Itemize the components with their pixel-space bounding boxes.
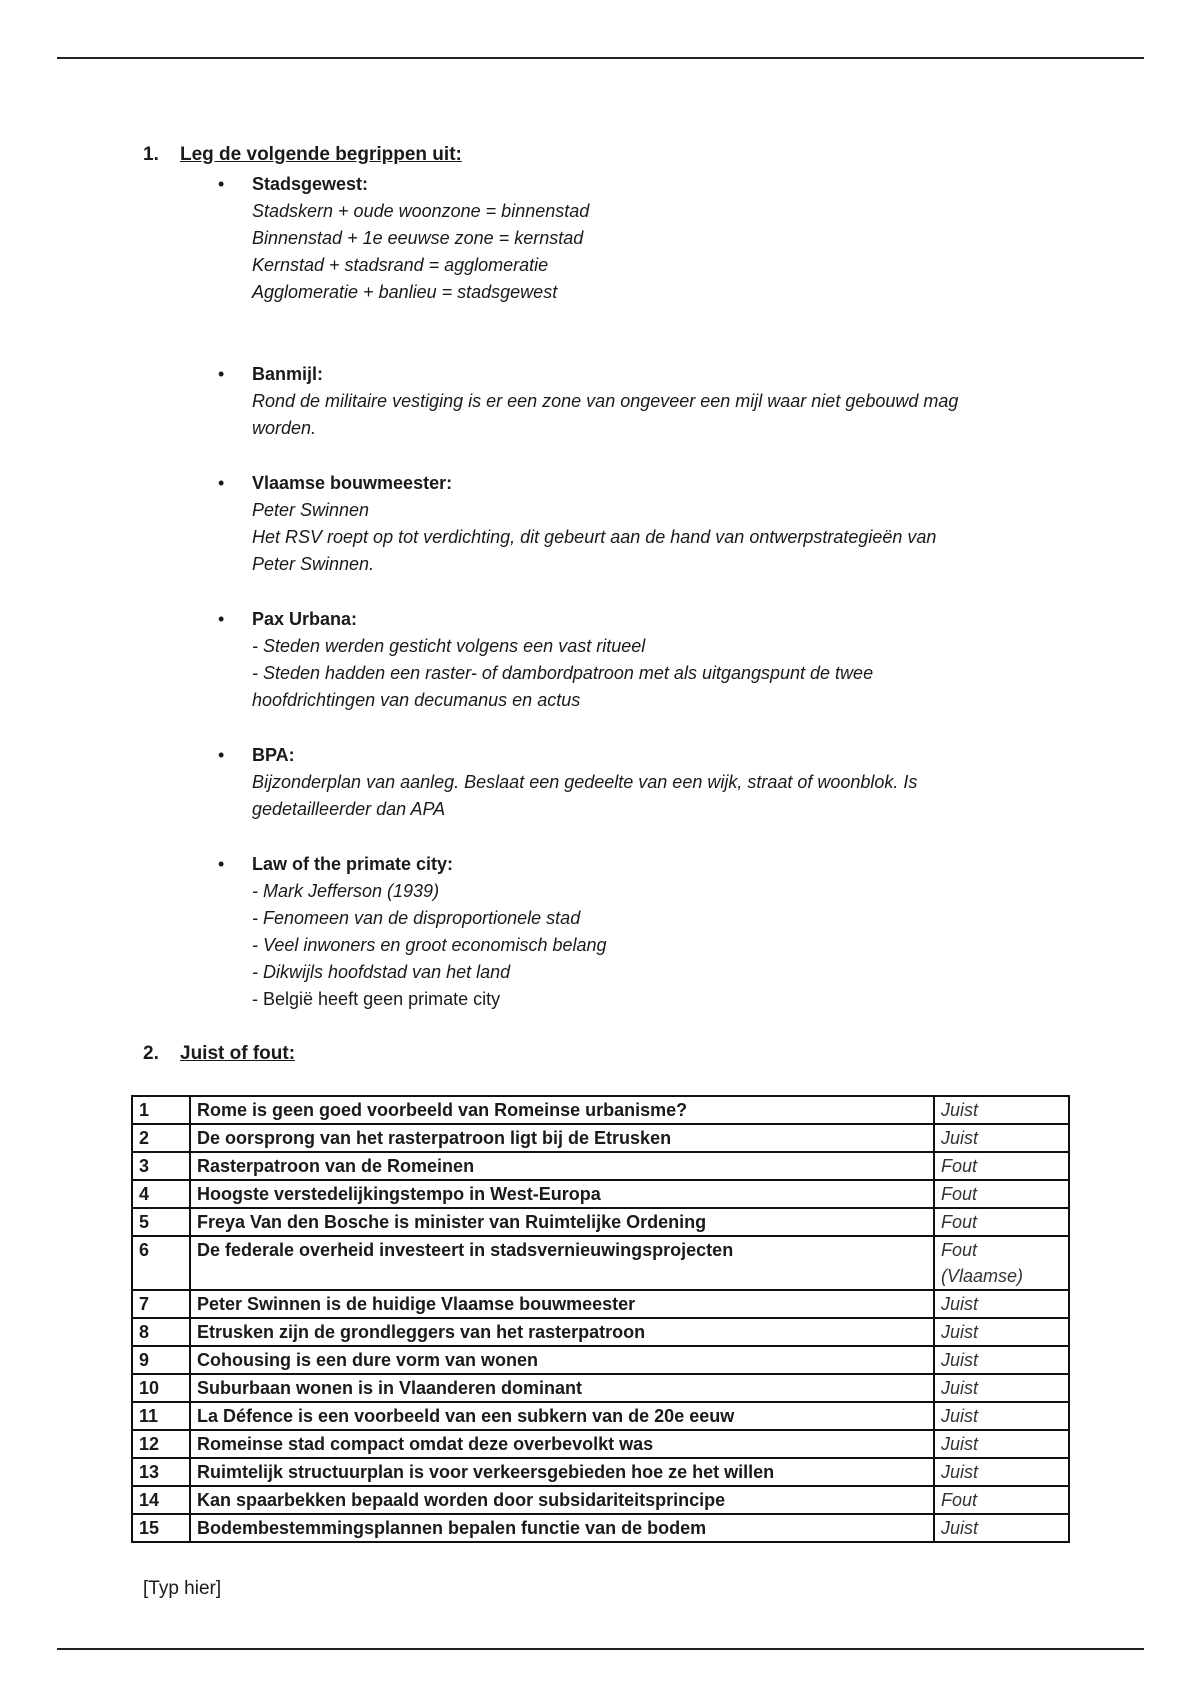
question-2-title: [143, 1043, 295, 1065]
row-statement: Rasterpatroon van de Romeinen: [190, 1152, 934, 1180]
row-statement: Rome is geen goed voorbeeld van Romeinse urbanisme?: [190, 1096, 934, 1124]
table-row: [132, 1486, 1069, 1514]
table-row: [132, 1152, 1069, 1180]
term-pax-urbana: [218, 606, 1068, 714]
table-row: [132, 1318, 1069, 1346]
term-line: hoofdrichtingen van decumanus en actus: [252, 690, 581, 710]
bullet-icon: •: [218, 364, 225, 384]
term-line: - Veel inwoners en groot economisch belang: [252, 935, 607, 955]
term-line: - Fenomeen van de disproportionele stad: [252, 908, 581, 928]
row-answer: Juist: [934, 1318, 1069, 1346]
term-stadsgewest: [218, 171, 1068, 306]
row-statement: Hoogste verstedelijkingstempo in West-Europa: [190, 1180, 934, 1208]
question-1-text: Leg de volgende begrippen uit:: [180, 144, 462, 165]
question-1-title: [143, 144, 462, 166]
table-row: [132, 1236, 1069, 1290]
row-number: 15: [132, 1514, 190, 1542]
term-line: worden.: [252, 418, 317, 438]
row-statement: Suburbaan wonen is in Vlaanderen dominant: [190, 1374, 934, 1402]
row-number: 3: [132, 1152, 190, 1180]
term-heading: Vlaamse bouwmeester:: [252, 473, 453, 493]
row-number: 10: [132, 1374, 190, 1402]
term-line: Bijzonderplan van aanleg. Beslaat een gedeelte van een wijk, straat of woonblok. Is: [252, 772, 918, 792]
row-number: 4: [132, 1180, 190, 1208]
header-rule: [57, 57, 1144, 59]
table-row: [132, 1514, 1069, 1542]
row-answer: Juist: [934, 1346, 1069, 1374]
row-answer: Fout: [934, 1180, 1069, 1208]
row-number: 2: [132, 1124, 190, 1152]
row-statement: Peter Swinnen is de huidige Vlaamse bouwmeester: [190, 1290, 934, 1318]
bullet-icon: •: [218, 609, 225, 629]
term-vlaamse-bouwmeester: [218, 470, 1068, 578]
row-statement: Ruimtelijk structuurplan is voor verkeersgebieden hoe ze het willen: [190, 1458, 934, 1486]
table-row: [132, 1180, 1069, 1208]
footer-rule: [57, 1648, 1144, 1650]
row-answer: Fout: [934, 1486, 1069, 1514]
table-row: [132, 1430, 1069, 1458]
row-number: 1: [132, 1096, 190, 1124]
term-heading: Law of the primate city:: [252, 854, 454, 874]
row-number: 6: [132, 1236, 190, 1290]
table-row: [132, 1374, 1069, 1402]
row-statement: De oorsprong van het rasterpatroon ligt bij de Etrusken: [190, 1124, 934, 1152]
term-line: Binnenstad + 1e eeuwse zone = kernstad: [252, 228, 584, 248]
term-line: Peter Swinnen: [252, 500, 370, 520]
term-line: Kernstad + stadsrand = agglomeratie: [252, 255, 549, 275]
row-statement: Romeinse stad compact omdat deze overbevolkt was: [190, 1430, 934, 1458]
term-heading: BPA:: [252, 745, 295, 765]
table-row: [132, 1124, 1069, 1152]
row-answer: Fout: [934, 1152, 1069, 1180]
row-statement: La Défence is een voorbeeld van een subkern van de 20e eeuw: [190, 1402, 934, 1430]
term-line: - Dikwijls hoofdstad van het land: [252, 962, 511, 982]
row-answer: Juist: [934, 1290, 1069, 1318]
row-answer-cell: [934, 1236, 1069, 1290]
term-line: - België heeft geen primate city: [252, 989, 501, 1009]
row-number: 13: [132, 1458, 190, 1486]
row-number: 12: [132, 1430, 190, 1458]
question-1-number: 1.: [143, 144, 159, 165]
term-law-of-the-primate-city: [218, 851, 1068, 1013]
row-answer: Juist: [934, 1124, 1069, 1152]
term-line: Peter Swinnen.: [252, 554, 375, 574]
row-answer: Juist: [934, 1402, 1069, 1430]
term-line: Stadskern + oude woonzone = binnenstad: [252, 201, 590, 221]
term-line: Het RSV roept op tot verdichting, dit gebeurt aan de hand van ontwerpstrategieën van: [252, 527, 937, 547]
table-row: [132, 1458, 1069, 1486]
bullet-icon: •: [218, 854, 225, 874]
row-answer: Juist: [934, 1096, 1069, 1124]
row-answer: Juist: [934, 1430, 1069, 1458]
term-line: - Steden werden gesticht volgens een vast ritueel: [252, 636, 646, 656]
row-answer: Juist: [934, 1458, 1069, 1486]
row-answer: Fout: [941, 1240, 978, 1260]
term-line: Rond de militaire vestiging is er een zone van ongeveer een mijl waar niet gebouwd mag: [252, 391, 959, 411]
row-number: 7: [132, 1290, 190, 1318]
term-line: - Mark Jefferson (1939): [252, 881, 440, 901]
row-answer-note: (Vlaamse): [941, 1266, 1024, 1286]
bullet-icon: •: [218, 174, 225, 194]
row-statement: Cohousing is een dure vorm van wonen: [190, 1346, 934, 1374]
row-number: 11: [132, 1402, 190, 1430]
table-row: [132, 1096, 1069, 1124]
table-row: [132, 1402, 1069, 1430]
term-heading: Stadsgewest:: [252, 174, 369, 194]
term-bpa: [218, 742, 1068, 823]
table-row: [132, 1346, 1069, 1374]
row-statement: Freya Van den Bosche is minister van Ruimtelijke Ordening: [190, 1208, 934, 1236]
footer-placeholder[interactable]: [Typ hier]: [143, 1578, 222, 1599]
row-answer: Juist: [934, 1374, 1069, 1402]
term-banmijl: [218, 361, 1068, 442]
true-false-table: [131, 1095, 1070, 1543]
term-line: - Steden hadden een raster- of dambordpatroon met als uitgangspunt de twee: [252, 663, 874, 683]
row-statement: Etrusken zijn de grondleggers van het rasterpatroon: [190, 1318, 934, 1346]
row-statement: De federale overheid investeert in stadsvernieuwingsprojecten: [190, 1236, 934, 1290]
row-number: 14: [132, 1486, 190, 1514]
table-row: [132, 1290, 1069, 1318]
term-heading: Pax Urbana:: [252, 609, 358, 629]
question-2-number: 2.: [143, 1043, 159, 1064]
row-number: 5: [132, 1208, 190, 1236]
term-line: gedetailleerder dan APA: [252, 799, 446, 819]
bullet-icon: •: [218, 745, 225, 765]
row-answer: Juist: [934, 1514, 1069, 1542]
row-number: 8: [132, 1318, 190, 1346]
row-statement: Kan spaarbekken bepaald worden door subsidariteitsprincipe: [190, 1486, 934, 1514]
row-number: 9: [132, 1346, 190, 1374]
bullet-icon: •: [218, 473, 225, 493]
term-line: Agglomeratie + banlieu = stadsgewest: [252, 282, 558, 302]
table-row: [132, 1208, 1069, 1236]
row-statement: Bodembestemmingsplannen bepalen functie van de bodem: [190, 1514, 934, 1542]
term-heading: Banmijl:: [252, 364, 324, 384]
row-answer: Fout: [934, 1208, 1069, 1236]
question-2-text: Juist of fout:: [180, 1043, 296, 1064]
